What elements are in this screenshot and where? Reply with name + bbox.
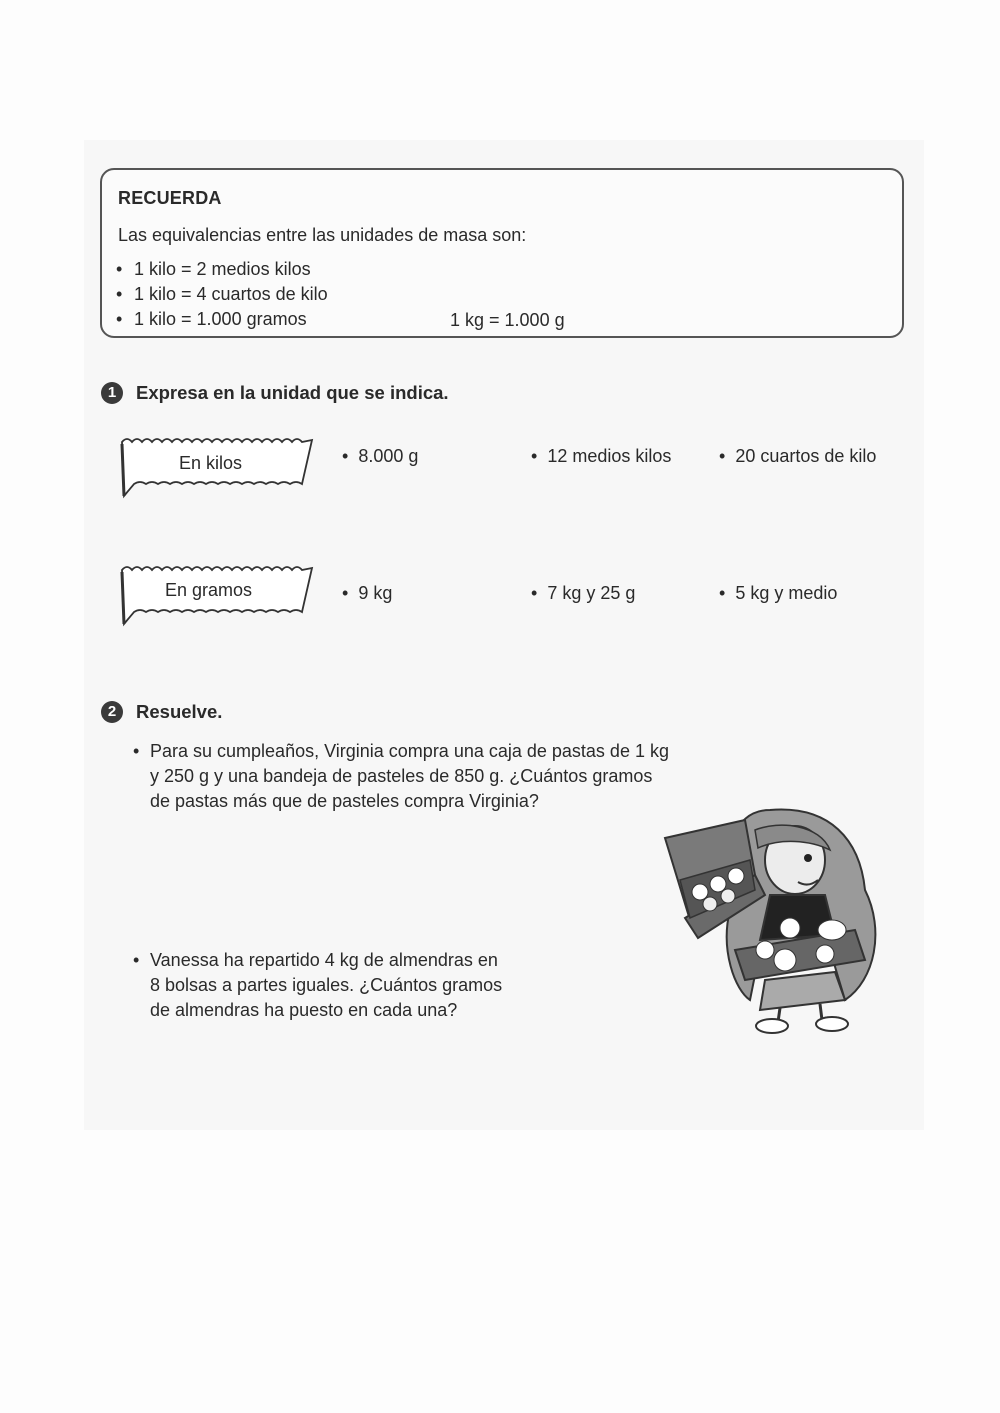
banner-label: En gramos [165, 580, 253, 600]
problem-virginia: • Para su cumpleaños, Virginia compra una caja de pastas de 1 kg y 250 g y una bandeja de pasteles de 850 g. ¿Cuántos gramos de pastas más que de pasteles compra Virginia? [133, 741, 669, 811]
exercise-2-title: Resuelve. [136, 701, 223, 722]
recuerda-bullet: • 1 kilo = 4 cuartos de kilo [116, 284, 328, 304]
exercise-1-title: Expresa en la unidad que se indica. [136, 382, 449, 403]
girl-with-pastries-illustration [660, 800, 900, 1040]
recuerda-bullet: • 1 kilo = 2 medios kilos [116, 259, 311, 279]
exercise-item: • 5 kg y medio [719, 583, 838, 603]
recuerda-equation: 1 kg = 1.000 g [450, 310, 565, 330]
recuerda-box [100, 168, 904, 338]
exercise-item: • 20 cuartos de kilo [719, 446, 877, 466]
banner-label: En kilos [179, 453, 243, 473]
recuerda-bullet: • 1 kilo = 1.000 gramos [116, 309, 307, 329]
recuerda-intro: Las equivalencias entre las unidades de masa son: [118, 225, 527, 245]
exercise-item: • 8.000 g [342, 446, 419, 466]
problem-vanessa: • Vanessa ha repartido 4 kg de almendras en 8 bolsas a partes iguales. ¿Cuántos gramos de almendras ha puesto en cada una? [133, 950, 503, 1020]
recuerda-title: RECUERDA [118, 188, 222, 208]
exercise-2-number: 2 [101, 701, 123, 723]
exercise-item: • 9 kg [342, 583, 393, 603]
exercise-item: • 7 kg y 25 g [531, 583, 636, 603]
exercise-item: • 12 medios kilos [531, 446, 672, 466]
exercise-1-number: 1 [101, 382, 123, 404]
